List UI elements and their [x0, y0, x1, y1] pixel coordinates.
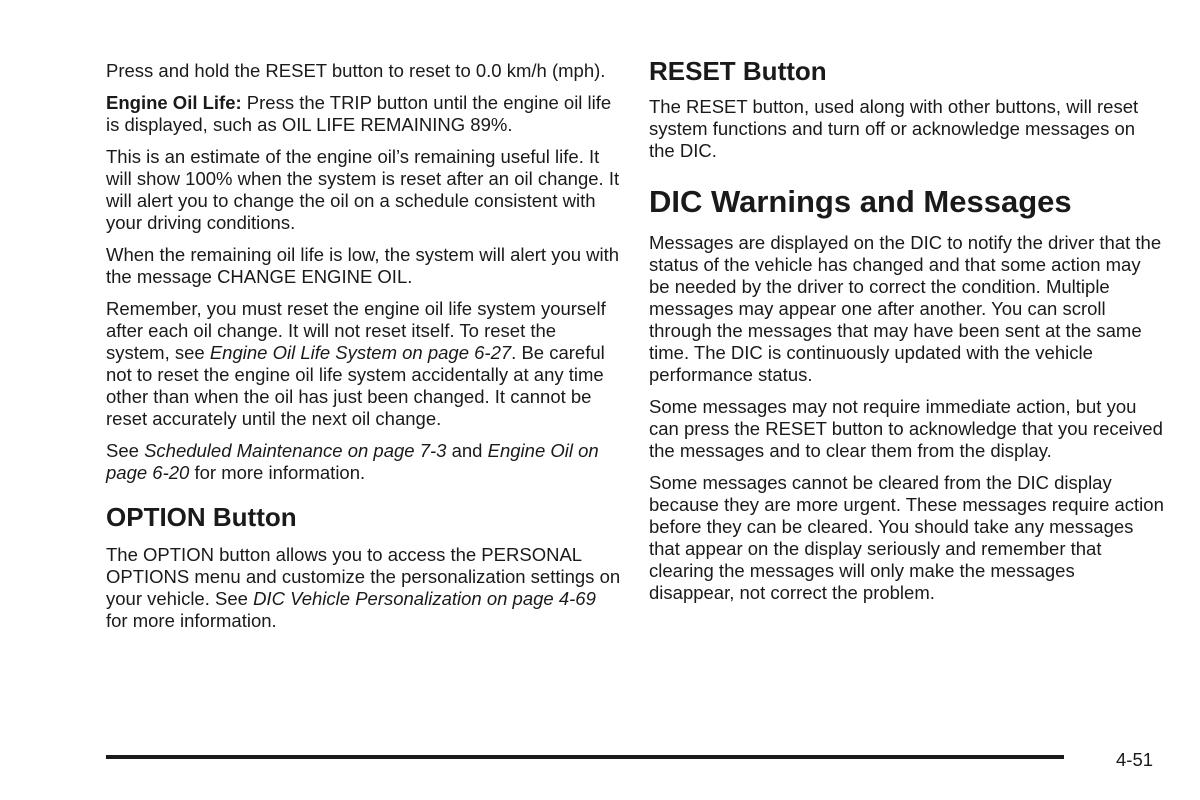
dic-urgent-paragraph: Some messages cannot be cleared from the DIC display because they are more urgent. These messages require action before they can be cleared. You should take any messages that appear on the display seriously and remember that clearing the messages will only make the messages disappear, not correct the problem.	[649, 472, 1164, 603]
see-also-text-c: for more information.	[189, 462, 366, 483]
see-also-text-a: See	[106, 440, 145, 461]
option-button-paragraph	[106, 544, 621, 632]
page-number: 4-51	[1116, 749, 1154, 770]
engine-oil-life-text: Press the TRIP button until the engine oil life is displayed, such as OIL LIFE REMAINING 89%.	[106, 92, 612, 135]
reset-button-heading: RESET Button	[649, 56, 827, 86]
option-text-a: The OPTION button allows you to access the PERSONAL OPTIONS menu and customize the personalization settings on your vehicle. See	[106, 544, 621, 609]
reset-reminder-text-b: . Be careful not to reset the engine oil life system accidentally at any time other than when the oil has just been changed. It cannot be reset accurately until the next oil change.	[106, 342, 605, 429]
dic-warnings-heading: DIC Warnings and Messages	[649, 184, 1072, 219]
reset-speed-paragraph: Press and hold the RESET button to reset to 0.0 km/h (mph).	[106, 60, 606, 81]
reset-reminder-text-a: Remember, you must reset the engine oil life system yourself after each oil change. It will not reset itself. To reset the system, see	[106, 298, 606, 363]
footer-rule	[106, 755, 1064, 759]
engine-oil-ref: Engine Oil on page 6-20	[106, 440, 599, 483]
oil-low-paragraph: When the remaining oil life is low, the system will alert you with the message CHANGE ENGINE OIL.	[106, 244, 620, 287]
engine-oil-life-label: Engine Oil Life:	[106, 92, 242, 113]
engine-oil-life-system-ref: Engine Oil Life System on page 6-27	[209, 342, 512, 363]
see-also-paragraph	[106, 440, 621, 484]
option-button-heading: OPTION Button	[106, 502, 297, 532]
option-text-b: for more information.	[106, 610, 277, 631]
dic-personalization-ref: DIC Vehicle Personalization on page 4-69	[253, 588, 596, 609]
reset-reminder-paragraph	[106, 298, 621, 430]
oil-estimate-paragraph: This is an estimate of the engine oil’s remaining useful life. It will show 100% when the system is reset after an oil change. It will alert you to change the oil on a schedule consistent with your driving conditions.	[106, 146, 620, 233]
left-column	[106, 60, 621, 642]
reset-button-paragraph: The RESET button, used along with other buttons, will reset system functions and turn off or acknowledge messages on the DIC.	[649, 96, 1139, 161]
see-also-text-b: and	[446, 440, 488, 461]
dic-acknowledge-paragraph: Some messages may not require immediate action, but you can press the RESET button to acknowledge that you received the messages and to clear them from the display.	[649, 396, 1163, 461]
scheduled-maintenance-ref: Scheduled Maintenance on page 7-3	[144, 440, 447, 461]
right-column	[649, 56, 1164, 614]
dic-messages-paragraph: Messages are displayed on the DIC to notify the driver that the status of the vehicle has changed and that some action may be needed by the driver to correct the condition. Multiple messages may appear one after another. You can scroll through the messages that may have been sent at the same time. The DIC is continuously updated with the vehicle performance status.	[649, 232, 1162, 385]
engine-oil-life-paragraph	[106, 92, 621, 136]
